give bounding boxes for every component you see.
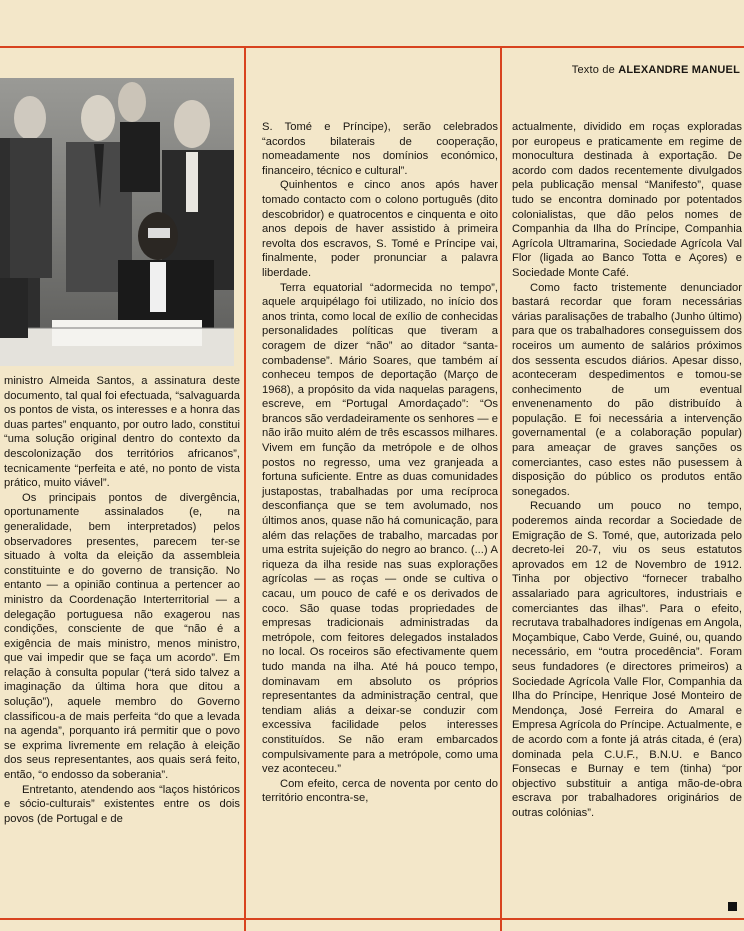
byline-author: ALEXANDRE MANUEL bbox=[618, 64, 740, 76]
end-of-article-square-icon bbox=[728, 902, 737, 911]
column-2-paragraph-4: Com efeito, cerca de noventa por cento do território encontra-se, bbox=[262, 777, 498, 805]
column-1-paragraph-2: Os principais pontos de divergência, oportunamente assinalados (e, na generalidade, bem interpretados) pelos observadores presentes, parecem ter-se situado à volta da eleição da assembleia constituinte e do governo de transição. No entanto — a opinião continua a pertencer ao ministro da Coordenação Interterritorial — a delegação portuguesa não exagerou nas condições, consciente de que “não é a exigência de mais ministro, menos ministro, que vai impedir que se faça um acordo”. Em relação à consulta popular (“terá sido talvez a imaginação da última hora que ditou a solução”), aquele membro do Governo classificou-a de mais perfeita “do que a levada na agenda”, porquanto irá permitir que o povo se exprima livremente em relação à eleição dos seus representantes, aos quais será feito, então, “o endosso da soberania”. bbox=[4, 491, 240, 782]
top-rule bbox=[0, 46, 744, 48]
column-2-paragraph-3: Terra equatorial “adormecida no tempo”, aquele arquipélago foi utilizado, no início dos anos trinta, como local de exílio de conhecidas personalidades políticas que tiveram a coragem de dizer “não” ao ditador “santa-combadense”. Mário Soares, que também aí conheceu tempos de deportação (Março de 1968), a propósito da vida naquelas paragens, escreve, em “Portugal Amordaçado”: “Os brancos são verdadeiramente os senhores — e não irão muito além de três escassos milhares. Vivem em função da metrópole e de olhos postos no regresso, uma vez granjeada a fortuna suficiente. Entre as duas comunidades justapostas, trabalhadas por uma recíproca desconfiança que se tem avolumado, nos últimos anos, quase não há comunicação, para além das relações de trabalho, marcadas por uma estrita sujeição do negro ao branco. (...) A riqueza da ilha reside nas suas explorações agrícolas — as roças — onde se cultiva o cacau, um pouco de café e os derivados de coco. São quase todas propriedades de empresas tradicionais administradas da metrópole, com feitores delegados instalados no local. Os roceiros são efectivamente quem tudo manda na ilha. Até há pouco tempo, dominavam em absoluto os próprios representantes da administração central, que tendiam aliás a deixar-se conduzir com excessiva facilidade pelos interesses constituídos. Se não eram embarcados compulsivamente para a metrópole, como uma vez aconteceu.” bbox=[262, 281, 498, 776]
column-rule-left bbox=[244, 48, 246, 931]
byline-prefix: Texto de bbox=[571, 64, 615, 76]
photo-image bbox=[0, 78, 234, 366]
column-3-paragraph-1: actualmente, dividido em roças exploradas por europeus e praticamente em regime de monocultura destinada à exportação. De acordo com dados recentemente divulgados pela publicação mensal “Manifesto”, quase tudo se encontra dominado por potentados colonialistas, que dão pelos nomes de Companhia da Ilha do Príncipe, Companhia Agrícola Ultramarina, Sociedade Agrícola Val Flor (ligada ao Banco Totta e Açores) e Sociedade Monte Café. bbox=[512, 121, 742, 279]
column-3-paragraph-3: Recuando um pouco no tempo, poderemos ainda recordar a Sociedade de Emigração de S. Tomé, que, autorizada pelo decreto-lei 20-7, viu os seus estatutos aprovados em 12 de Novembro de 1912. Tinha por objectivo “fornecer trabalho assalariado para agricultores, industriais e comerciantes das ilhas”. Para o efeito, recrutava trabalhadores indígenas em Angola, Moçambique, Cabo Verde, Guiné, ou, quando necessário, em “outra procedência”. Foram seus fundadores (e directores primeiros) a Sociedade Agrícola Valle Flor, Companhia da Ilha do Príncipe, Henrique José Monteiro de Mendonça, José Ferreira do Amaral e Empresa Agrícola do Príncipe. Actualmente, e de acordo com a fonte já atrás citada, é (era) dominada pela C.U.F., B.N.U. e Banco Fonsecas e Burnay e tem (tinha) “por objectivo substituir a antiga mão-de-obra escrava por trabalhadores originários de outras colónias”. bbox=[512, 500, 742, 819]
column-1 bbox=[4, 374, 240, 826]
column-1-paragraph-1: ministro Almeida Santos, a assinatura deste documento, tal qual foi efectuada, “salvaguarda os pontos de vista, os interesses e a honra das duas partes” enquanto, por outro lado, constitui “uma solução original dentro do contexto da descolonização dos territórios africanos”, tecnicamente “perfeita e até, no ponto de vista prático, muito viável”. bbox=[4, 375, 240, 490]
bottom-rule bbox=[0, 918, 744, 920]
column-rule-right bbox=[500, 48, 502, 931]
signing-photo bbox=[0, 78, 234, 366]
column-2-paragraph-2: Quinhentos e cinco anos após haver tomado contacto com o colono português (dito descobridor) e quatrocentos e cinquenta e oito anos depois de haver assistido à primeira revolta dos escravos, S. Tomé e Príncipe vai, finalmente, poder pronunciar a palavra liberdade. bbox=[262, 179, 498, 279]
byline bbox=[520, 64, 740, 76]
column-2 bbox=[262, 120, 498, 806]
column-2-paragraph-1: S. Tomé e Príncipe), serão celebrados “acordos bilaterais de cooperação, nomeadamente nos domínios económico, financeiro, técnico e cultural”. bbox=[262, 121, 498, 177]
column-3-paragraph-2: Como facto tristemente denunciador bastará recordar que foram necessárias várias paralisações de trabalho (Junho último) para que os trabalhadores conseguissem dos roceiros um aumento de salários próximos dos sessenta escudos diários. Apesar disso, aconteceram despedimentos e tomou-se conhecimento de um eventual envenenamento do pão distribuído à população. E foi necessária a intervenção governamental (e a colaboração popular) para ameaçar de graves sanções os comerciantes, caso estes não pusessem à disposição do público os produtos então sonegados. bbox=[512, 281, 742, 498]
column-3 bbox=[512, 120, 742, 821]
column-1-paragraph-3: Entretanto, atendendo aos “laços históricos e sócio-culturais” existentes entre os dois povos (de Portugal e de bbox=[4, 783, 240, 825]
